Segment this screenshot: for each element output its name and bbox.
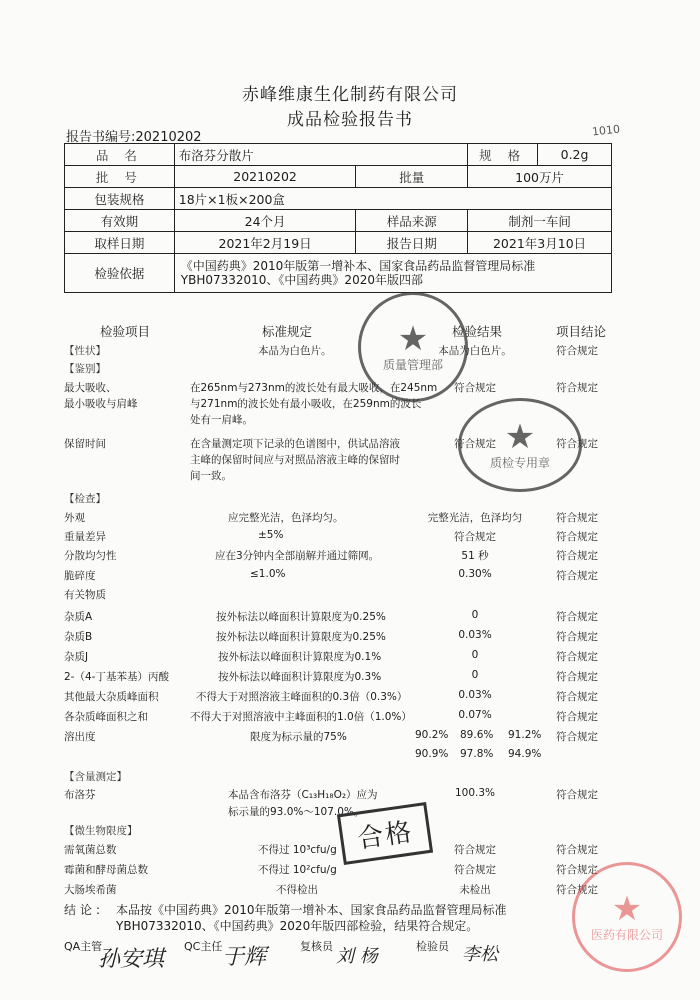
other-single-item: 其他最大杂质峰面积 [64,691,159,703]
reviewer-signature: 刘 杨 [336,946,378,967]
impurity-b-standard: 按外标法以峰面积计算限度为0.25% [216,631,386,643]
dissolution-conclusion: 符合规定 [556,731,598,743]
weight-result: 符合规定 [454,531,496,543]
impurity-b-item: 杂质B [64,631,93,643]
qa-label: QA主管 [64,940,103,953]
report-date: 2021年3月10日 [468,232,612,254]
retention-item: 保留时间 [64,438,106,450]
other-total-item: 各杂质峰面积之和 [64,711,148,723]
col-header-result: 检验结果 [452,324,503,339]
report-number-label: 报告书编号: [66,130,136,145]
star-icon: ★ [504,416,536,457]
qa-signature: 孙安琪 [98,947,165,972]
assay-standard-line-2: 标示量的93.0%～107.0%。 [228,806,365,818]
traits-conclusion: 符合规定 [556,345,598,357]
impurity-acid-item: 2-（4-丁基苯基）丙酸 [64,671,169,683]
uv-standard-line-1: 在265nm与273nm的波长处有最大吸收，在245nm [190,382,438,394]
ecoli-standard: 不得检出 [276,884,318,896]
other-total-conclusion: 符合规定 [556,711,598,723]
spec-label: 规 格 [468,144,538,166]
outer-standard: 应完整光洁，色泽均匀。 [228,512,344,524]
retention-standard-line-1: 在含量测定项下记录的色谱图中，供试品溶液 [190,438,400,450]
assay-result: 100.3% [454,787,496,799]
related-substances-item: 有关物质 [64,589,106,601]
retention-conclusion: 符合规定 [556,438,598,450]
col-header-standard: 标准规定 [262,324,313,339]
disperse-standard: 应在3分钟内全部崩解并通过筛网。 [215,550,380,562]
uv-standard-line-2: 与271nm的波长处有最小吸收，在259nm的波长 [190,398,422,410]
dissolution-result-5: 97.8% [460,748,494,760]
dissolution-result-1: 90.2% [415,729,449,741]
source-label: 样品来源 [356,210,468,232]
star-icon: ★ [397,318,429,359]
aerobic-standard: 不得过 10³cfu/g [258,844,337,856]
qa-dept-stamp [358,292,468,402]
uv-result: 符合规定 [454,382,496,394]
retention-standard-line-2: 主峰的保留时间应与对照品溶液主峰的保留时 [190,454,400,466]
disperse-item: 分散均匀性 [64,550,117,562]
friability-standard: ≤1.0% [250,568,286,580]
dissolution-result-3: 91.2% [508,729,542,741]
outer-result: 完整光洁，色泽均匀 [427,512,523,524]
other-single-result: 0.03% [458,689,492,701]
pack-spec: 18片×1板×200盒 [174,188,611,210]
section-inspection: 【检查】 [64,493,106,505]
other-single-standard: 不得大于对照溶液主峰面积的0.3倍（0.3%） [196,691,408,703]
impurity-j-result: 0 [471,649,479,661]
impurity-a-item: 杂质A [64,611,93,623]
weight-conclusion: 符合规定 [556,531,598,543]
qc-dept-stamp-text: 质检专用章 [489,455,550,470]
product-name: 布洛芬分散片 [174,144,467,166]
dissolution-result-6: 94.9% [508,748,542,760]
friability-conclusion: 符合规定 [556,570,598,582]
col-header-item: 检验项目 [100,324,151,339]
col-header-conclusion: 项目结论 [556,324,607,339]
batch-size: 100万片 [468,166,612,188]
company-name: 赤峰维康生化制药有限公司 [242,85,458,105]
sample-date-label: 取样日期 [65,232,175,254]
impurity-acid-standard: 按外标法以峰面积计算限度为0.3% [218,671,382,683]
assay-item: 布洛芬 [64,789,96,801]
source-value: 制剂一车间 [468,210,612,232]
company-red-seal [572,862,682,972]
outer-conclusion: 符合规定 [556,512,598,524]
dissolution-result-2: 89.6% [460,729,494,741]
conclusion-line-1: 本品按《中国药典》2010年版第一增补本、国家食品药品监督管理局标准 [116,903,507,917]
test-basis [174,254,611,293]
section-assay: 【含量测定】 [64,771,127,783]
dissolution-item: 溶出度 [64,731,96,743]
basis-line-1: 《中国药典》2010年版第一增补本、国家食品药品监督管理局标准 [180,259,536,273]
other-total-result: 0.07% [458,709,492,721]
dissolution-result-4: 90.9% [415,748,449,760]
inspector-label: 检验员 [416,940,449,953]
conclusion-label: 结论: [64,903,105,917]
uv-max-item: 最大吸收、 [64,382,117,394]
aerobic-conclusion: 符合规定 [556,844,598,856]
section-microbial: 【微生物限度】 [64,825,138,837]
impurity-acid-conclusion: 符合规定 [556,671,598,683]
impurity-b-result: 0.03% [458,629,492,641]
aerobic-item: 需氧菌总数 [64,844,117,856]
pass-stamp: 合格 [337,802,433,865]
impurity-j-conclusion: 符合规定 [556,651,598,663]
retention-result: 符合规定 [454,438,496,450]
product-name-label: 品 名 [65,144,175,166]
conclusion-block [64,902,584,934]
uv-standard-line-3: 处有一肩峰。 [190,414,253,426]
batch-size-label: 批量 [356,166,468,188]
weight-standard: ±5% [258,529,284,541]
ecoli-result: 未检出 [459,884,491,896]
friability-result: 0.30% [458,568,492,580]
qc-label: QC主任 [184,940,223,953]
retention-standard-line-3: 间一致。 [190,470,232,482]
other-total-standard: 不得大于对照溶液中主峰面积的1.0倍（1.0%） [190,711,412,723]
ecoli-item: 大肠埃希菌 [64,884,117,896]
disperse-conclusion: 符合规定 [556,550,598,562]
sample-date: 2021年2月19日 [174,232,356,254]
traits-standard: 本品为白色片。 [258,345,332,357]
report-number-value: 20210202 [135,130,202,145]
conclusion-line-2: YBH07332010、《中国药典》2020年版四部检验，结果符合规定。 [116,919,479,933]
qa-dept-stamp-text: 质量管理部 [382,357,443,372]
corner-handwritten-mark: 1010 [591,122,621,139]
mold-item: 霉菌和酵母菌总数 [64,864,148,876]
pack-label: 包装规格 [65,188,175,210]
impurity-j-item: 杂质J [64,651,89,663]
retention-standard [190,436,400,484]
batch-number-label: 批 号 [65,166,175,188]
uv-min-item: 最小吸收与肩峰 [64,398,138,410]
friability-item: 脆碎度 [64,570,96,582]
qc-dept-stamp [458,398,582,492]
mold-result: 符合规定 [454,864,496,876]
disperse-result: 51 秒 [461,550,489,562]
qc-signature: 于辉 [222,945,267,970]
ecoli-conclusion: 符合规定 [556,884,598,896]
batch-number: 20210202 [174,166,356,188]
impurity-j-standard: 按外标法以峰面积计算限度为0.1% [218,651,382,663]
spec-value: 0.2g [538,144,612,166]
reviewer-label: 复核员 [300,940,333,953]
impurity-b-conclusion: 符合规定 [556,631,598,643]
basis-line-2: YBH07332010、《中国药典》2020年版四部 [180,273,423,287]
uv-conclusion: 符合规定 [556,382,598,394]
product-info-table [64,143,612,293]
weight-item: 重量差异 [64,531,106,543]
section-identification: 【鉴别】 [64,363,106,375]
impurity-a-conclusion: 符合规定 [556,611,598,623]
traits-result: 本品为白色片。 [438,345,512,357]
impurity-a-result: 0 [471,609,479,621]
red-seal-text: 医药有限公司 [590,927,663,942]
impurity-a-standard: 按外标法以峰面积计算限度为0.25% [216,611,386,623]
dissolution-standard: 限度为标示量的75% [250,731,347,743]
other-single-conclusion: 符合规定 [556,691,598,703]
star-icon: ★ [611,888,643,929]
validity-label: 有效期 [65,210,175,232]
assay-standard-line-1: 本品含布洛芬（C₁₃H₁₈O₂）应为 [228,789,378,801]
outer-item: 外观 [64,512,85,524]
report-date-label: 报告日期 [356,232,468,254]
mold-conclusion: 符合规定 [556,864,598,876]
impurity-acid-result: 0 [471,669,479,681]
aerobic-result: 符合规定 [454,844,496,856]
document-title: 成品检验报告书 [287,110,413,130]
basis-label: 检验依据 [65,254,175,293]
mold-standard: 不得过 10²cfu/g [258,864,337,876]
section-traits: 【性状】 [64,345,106,357]
validity-value: 24个月 [174,210,356,232]
assay-conclusion: 符合规定 [556,789,598,801]
inspector-signature: 李松 [462,944,498,965]
